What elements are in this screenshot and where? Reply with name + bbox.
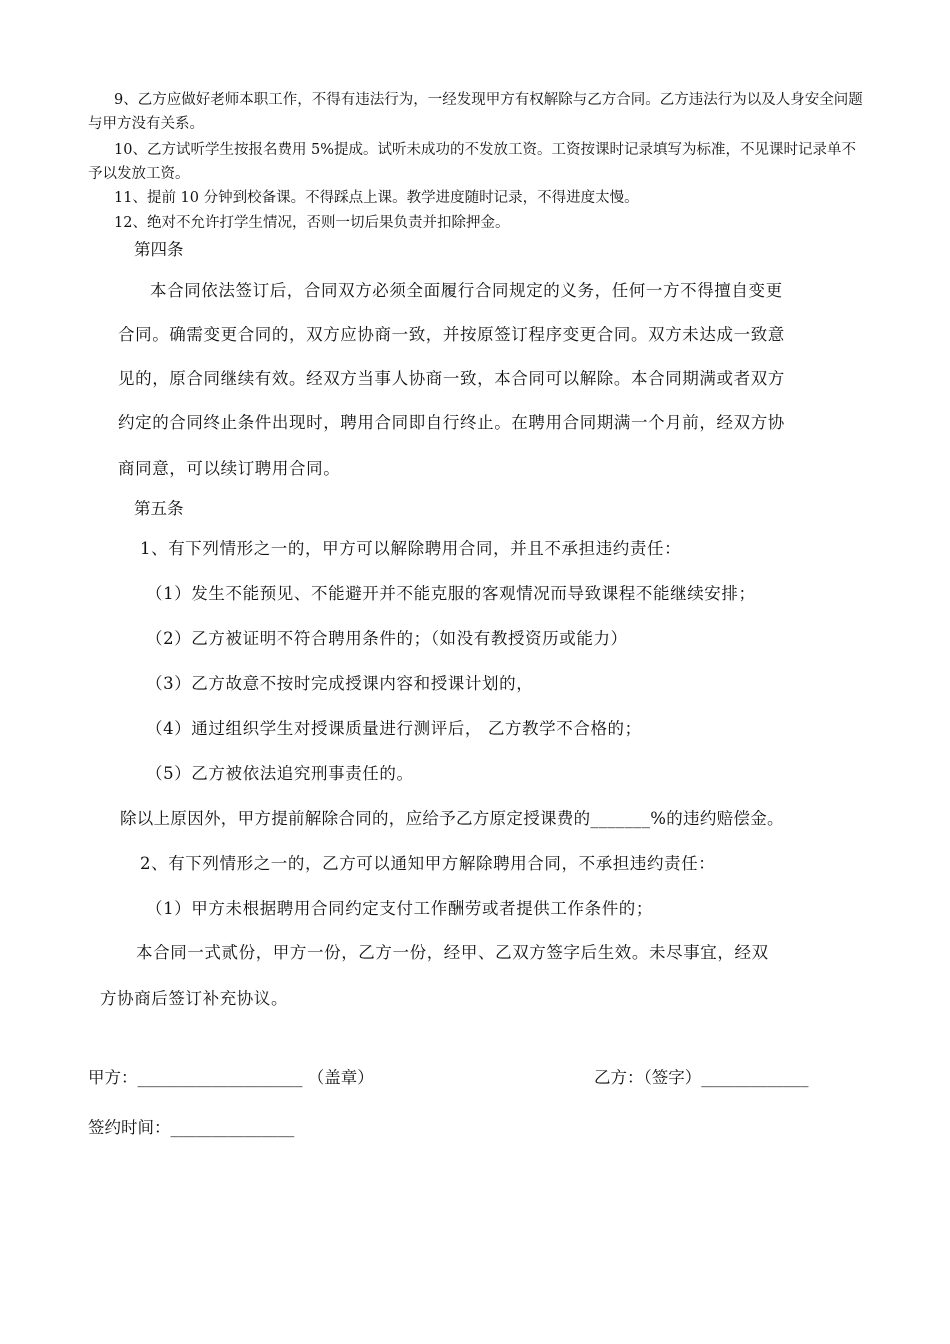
article5-item1: 1、有下列情形之一的，甲方可以解除聘用合同，并且不承担违约责任： xyxy=(140,539,682,558)
article5-item1-sub-3: （3）乙方故意不按时完成授课内容和授课计划的， xyxy=(146,674,534,693)
article4-line-3: 见的，原合同继续有效。经双方当事人协商一致，本合同可以解除。本合同期满或者双方 xyxy=(118,369,785,388)
article4-line-5: 商同意，可以续订聘用合同。 xyxy=(118,459,341,478)
article5-item2-sub-1: （1）甲方未根据聘用合同约定支付工作酬劳或者提供工作条件的； xyxy=(146,899,653,918)
article5-item1-sub-4: （4）通过组织学生对授课质量进行测评后， 乙方教学不合格的； xyxy=(146,719,642,738)
party-a-signature: 甲方：____________________ （盖章） xyxy=(88,1068,374,1087)
clause-9-text: 9、乙方应做好老师本职工作，不得有违法行为，一经发现甲方有权解除与乙方合同。乙方违法行为以及人身安全问题与甲方没有关系。 xyxy=(88,92,863,132)
signing-date: 签约时间：_______________ xyxy=(88,1118,295,1137)
article5-item1-sub-2: （2）乙方被证明不符合聘用条件的；（如没有教授资历或能力） xyxy=(146,629,628,648)
article5-item1-sub-1: （1）发生不能预见、不能避开并不能克服的客观情况而导致课程不能继续安排； xyxy=(146,584,756,603)
clause-11 xyxy=(88,186,863,210)
clause-11-text: 11、提前 10 分钟到校备课。不得踩点上课。教学进度随时记录，不得进度太慢。 xyxy=(114,190,639,206)
clause-9 xyxy=(88,88,863,136)
article5-penalty: 除以上原因外，甲方提前解除合同的，应给予乙方原定授课费的_______%的违约赔偿金。 xyxy=(120,809,784,828)
closing-line-2: 方协商后签订补充协议。 xyxy=(100,989,289,1008)
clause-10 xyxy=(88,138,863,186)
clause-12 xyxy=(88,211,863,235)
article5-item1-sub-5: （5）乙方被依法追究刑事责任的。 xyxy=(146,764,414,783)
closing-line-1: 本合同一式贰份，甲方一份，乙方一份，经甲、乙双方签字后生效。未尽事宜，经双 xyxy=(136,943,769,962)
article5-heading: 第五条 xyxy=(134,499,184,518)
article4-line-2: 合同。确需变更合同的，双方应协商一致，并按原签订程序变更合同。双方未达成一致意 xyxy=(118,325,785,344)
article4-line-1: 本合同依法签订后，合同双方必须全面履行合同规定的义务，任何一方不得擅自变更 xyxy=(150,281,783,300)
article4-line-4: 约定的合同终止条件出现时，聘用合同即自行终止。在聘用合同期满一个月前，经双方协 xyxy=(118,413,785,432)
clause-12-text: 12、绝对不允许打学生情况，否则一切后果负责并扣除押金。 xyxy=(114,215,510,231)
article5-item2: 2、有下列情形之一的，乙方可以通知甲方解除聘用合同，不承担违约责任： xyxy=(140,854,716,873)
party-b-signature: 乙方：（签字）_____________ xyxy=(594,1068,809,1087)
clause-10-text: 10、乙方试听学生按报名费用 5%提成。试听未成功的不发放工资。工资按课时记录填写为标准，不见课时记录单不予以发放工资。 xyxy=(88,142,857,182)
article4-heading: 第四条 xyxy=(134,240,184,259)
